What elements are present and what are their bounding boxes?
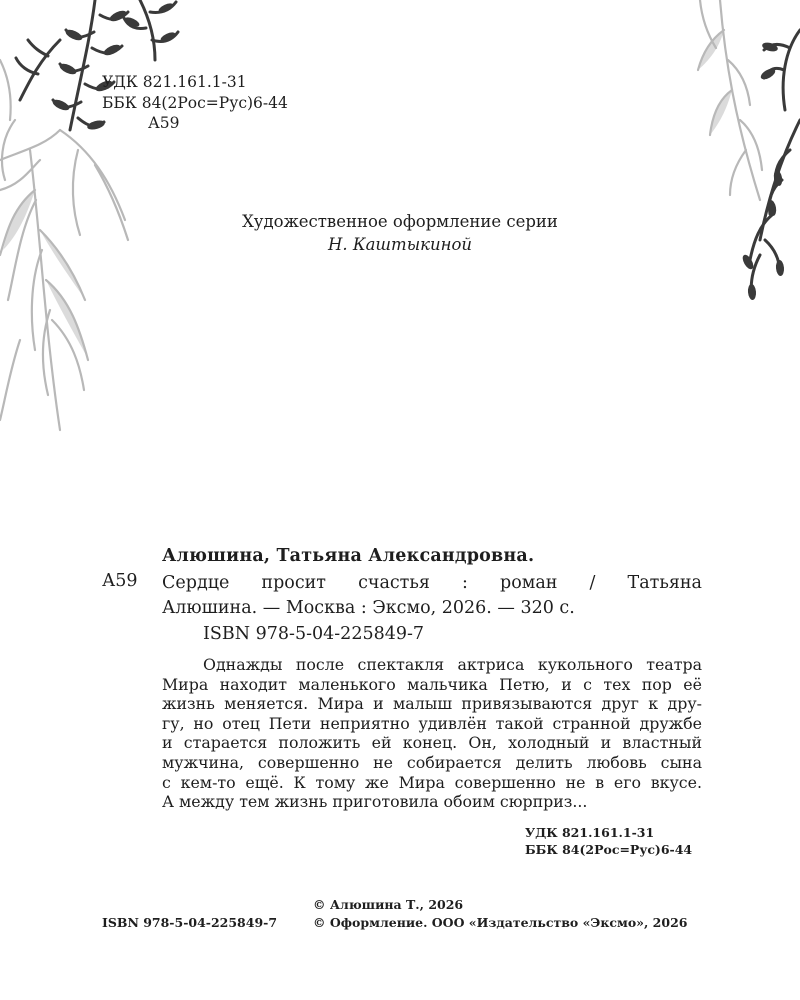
card-annotation	[162, 655, 702, 812]
footer-isbn: ISBN 978-5-04-225849-7	[102, 915, 278, 930]
card-bbk: ББК 84(2Рос=Рус)6-44	[525, 842, 693, 857]
card-classification-codes	[525, 824, 692, 858]
bbk-code: ББК 84(2Рос=Рус)6-44	[102, 93, 288, 112]
card-title-line-1: Сердце просит счастья : роман / Татьяна	[162, 573, 702, 593]
series-designer-name: Н. Каштыкиной	[327, 235, 473, 254]
series-design-label: Художественное оформление серии	[242, 212, 558, 231]
card-udk: УДК 821.161.1-31	[525, 825, 655, 840]
udk-code: УДК 821.161.1-31	[102, 73, 247, 91]
author-sign: А59	[148, 114, 180, 132]
annotation-line: и старается положить ей конец. Он, холодный и властный	[162, 733, 702, 753]
copyright-block	[313, 896, 687, 932]
annotation-line: мужчина, совершенно не собирается делить любовь сына	[162, 752, 702, 772]
annotation-line: жизнь меняется. Мира и малыш привязываются друг к дру-	[162, 694, 702, 714]
annotation-line: Однажды после спектакля актриса кукольного театра	[203, 655, 702, 674]
card-title-line-2: Алюшина. — Москва : Эксмо, 2026. — 320 с.	[162, 598, 575, 618]
copyright-design: © Оформление. ООО «Издательство «Эксмо», 2026	[313, 915, 688, 930]
annotation-line: гу, но отец Пети неприятно удивлён такой странной дружбе	[162, 713, 702, 733]
annotation-line: Мира находит маленького мальчика Петю, и с тех пор её	[162, 674, 702, 694]
card-isbn: ISBN 978-5-04-225849-7	[203, 624, 425, 644]
copyright-author: © Алюшина Т., 2026	[313, 897, 464, 912]
card-author: Алюшина, Татьяна Александровна.	[162, 546, 535, 566]
annotation-line: А между тем жизнь приготовила обоим сюрприз...	[162, 792, 588, 812]
annotation-line: с кем-то ещё. К тому же Мира совершенно не в его вкусе.	[162, 772, 702, 792]
card-author-sign: А59	[102, 571, 138, 591]
